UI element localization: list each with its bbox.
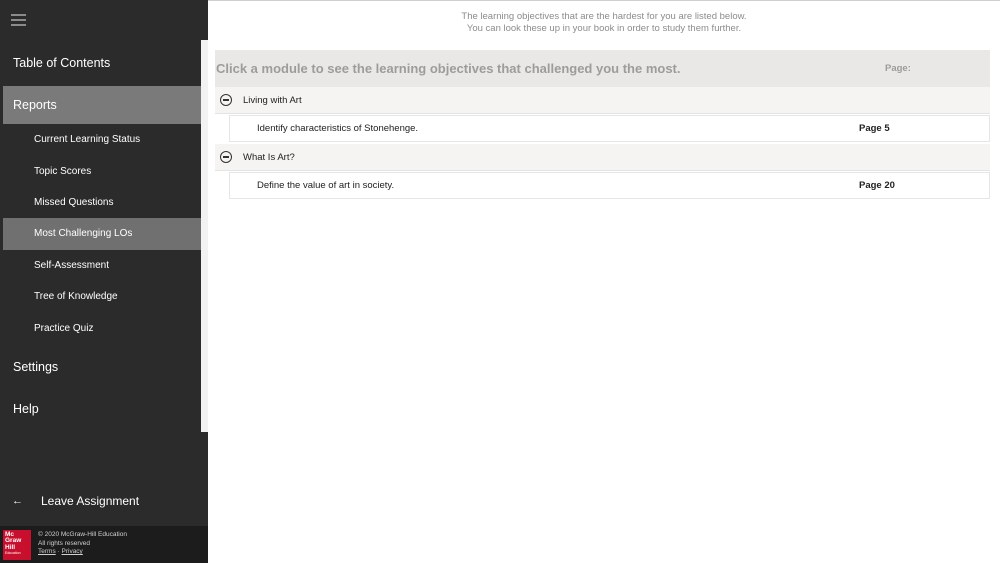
sidebar-item-topic-scores[interactable]: Topic Scores [34,165,92,177]
intro-text [208,11,1000,35]
header-title: Click a module to see the learning objectives that challenged you the most. [216,61,681,76]
sidebar-item-most-challenging-los[interactable]: Most Challenging LOs [3,218,201,249]
sidebar [0,0,208,563]
nav-table-of-contents[interactable]: Table of Contents [13,56,111,70]
sidebar-item-current-learning-status[interactable]: Current Learning Status [34,134,141,146]
intro-line-2: You can look these up in your book in order to study them further. [466,23,742,34]
nav-settings[interactable]: Settings [13,360,59,374]
rights-text: All rights reserved [38,539,91,547]
objective-text: Identify characteristics of Stonehenge. [257,123,419,134]
nav-reports[interactable]: Reports [3,86,201,124]
sidebar-item-missed-questions[interactable]: Missed Questions [34,196,114,208]
mcgraw-hill-logo [3,530,31,560]
arrow-left-icon: ← [12,495,23,507]
objective-text: Define the value of art in society. [257,180,395,191]
main-content [208,0,1000,563]
intro-line-1: The learning objectives that are the hardest for you are listed below. [461,11,747,22]
privacy-link[interactable]: Privacy [61,548,83,556]
logo-text-mc: Mc [5,531,15,538]
objective-page: Page 5 [859,123,890,134]
footer [0,526,208,563]
terms-link[interactable]: Terms [38,548,56,556]
module-row-living-with-art[interactable] [215,87,990,114]
objectives-table-header [215,50,990,87]
sidebar-scrollbar[interactable] [201,40,208,432]
objective-row[interactable] [229,172,990,199]
module-title: Living with Art [243,94,302,106]
reports-submenu [0,124,201,344]
leave-assignment-label: Leave Assignment [41,494,140,508]
objective-row[interactable] [229,115,990,142]
copyright-text: © 2020 McGraw-Hill Education [38,531,127,538]
leave-assignment-button[interactable] [0,488,208,514]
footer-text: © 2020 McGraw-Hill Education All rights reserved Terms · Privacy [38,531,127,556]
sidebar-item-tree-of-knowledge[interactable]: Tree of Knowledge [34,291,118,303]
sidebar-item-self-assessment[interactable]: Self-Assessment [34,259,110,271]
minus-circle-icon[interactable] [220,151,232,163]
sidebar-item-practice-quiz[interactable]: Practice Quiz [34,322,94,334]
minus-circle-icon[interactable] [220,94,232,106]
module-row-what-is-art[interactable] [215,144,990,171]
logo-text-graw: Graw [5,537,22,545]
logo-text-hill: Hill [5,543,16,551]
objective-page: Page 20 [859,180,895,191]
nav-help[interactable]: Help [13,402,39,416]
header-page-label: Page: [885,63,911,74]
hamburger-icon[interactable] [11,14,26,26]
module-title: What Is Art? [243,151,295,163]
logo-text-education: Education [5,551,21,556]
